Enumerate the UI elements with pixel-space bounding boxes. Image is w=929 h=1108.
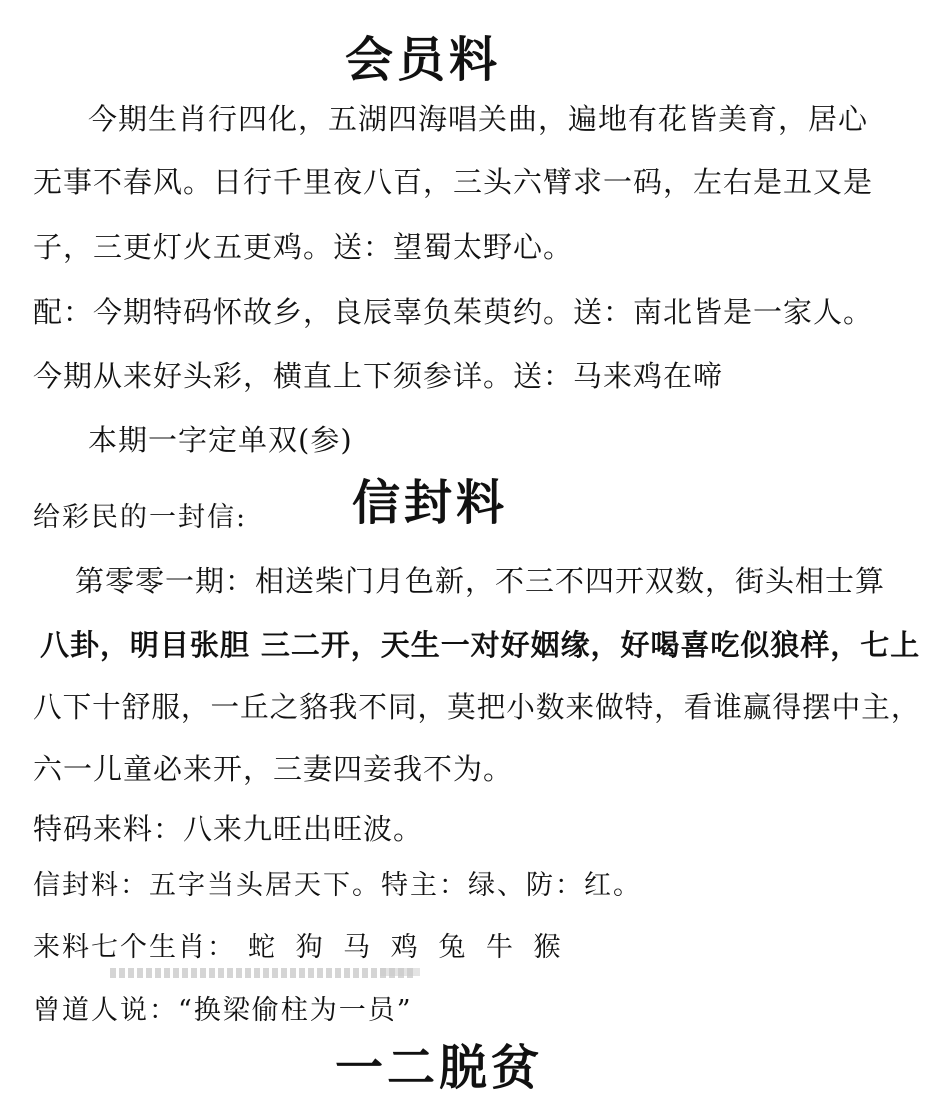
member-line-3: 子，三更灯火五更鸡。送：望蜀太野心。 <box>33 230 574 264</box>
member-line-6: 本期一字定单双(参) <box>88 423 353 457</box>
member-line-1: 今期生肖行四化，五湖四海唱关曲，遍地有花皆美育，居心 <box>88 102 869 136</box>
letter-title: 信封料 <box>352 475 509 531</box>
letter-line-2: 八卦，明目张胆 三二开，天生一对好姻缘，好喝喜吃似狼样，七上 <box>40 628 921 662</box>
letter-line-1: 第零零一期：相送柴门月色新，不三不四开双数，街头相士算 <box>75 564 886 598</box>
member-line-5: 今期从来好头彩，横直上下须参详。送：马来鸡在啼 <box>33 359 724 393</box>
zodiac-values: 蛇 狗 马 鸡 兔 牛 猴 <box>248 932 567 963</box>
letter-line-4: 六一儿童必来开，三妻四妾我不为。 <box>33 752 514 786</box>
member-line-2: 无事不春风。日行千里夜八百，三头六臂求一码，左右是丑又是 <box>33 165 874 199</box>
footer-title: 一二脱贫 <box>335 1040 544 1096</box>
daoist-saying: 曾道人说：“换梁偷柱为一员” <box>33 995 413 1026</box>
member-title: 会员料 <box>345 32 502 88</box>
faded-print-smudge <box>110 968 415 978</box>
member-line-4: 配：今期特码怀故乡，良辰辜负茱萸约。送：南北皆是一家人。 <box>33 295 874 329</box>
zodiac-label: 来料七个生肖： <box>33 932 236 963</box>
special-code-line: 特码来料：八来九旺出旺波。 <box>33 812 424 846</box>
faded-print-smudge-small <box>380 968 420 976</box>
letter-greeting: 给彩民的一封信: <box>33 502 248 533</box>
envelope-line: 信封料：五字当头居天下。特主：绿、防：红。 <box>33 870 642 901</box>
letter-line-3: 八下十舒服，一丘之貉我不同，莫把小数来做特，看谁赢得摆中主， <box>33 690 921 724</box>
